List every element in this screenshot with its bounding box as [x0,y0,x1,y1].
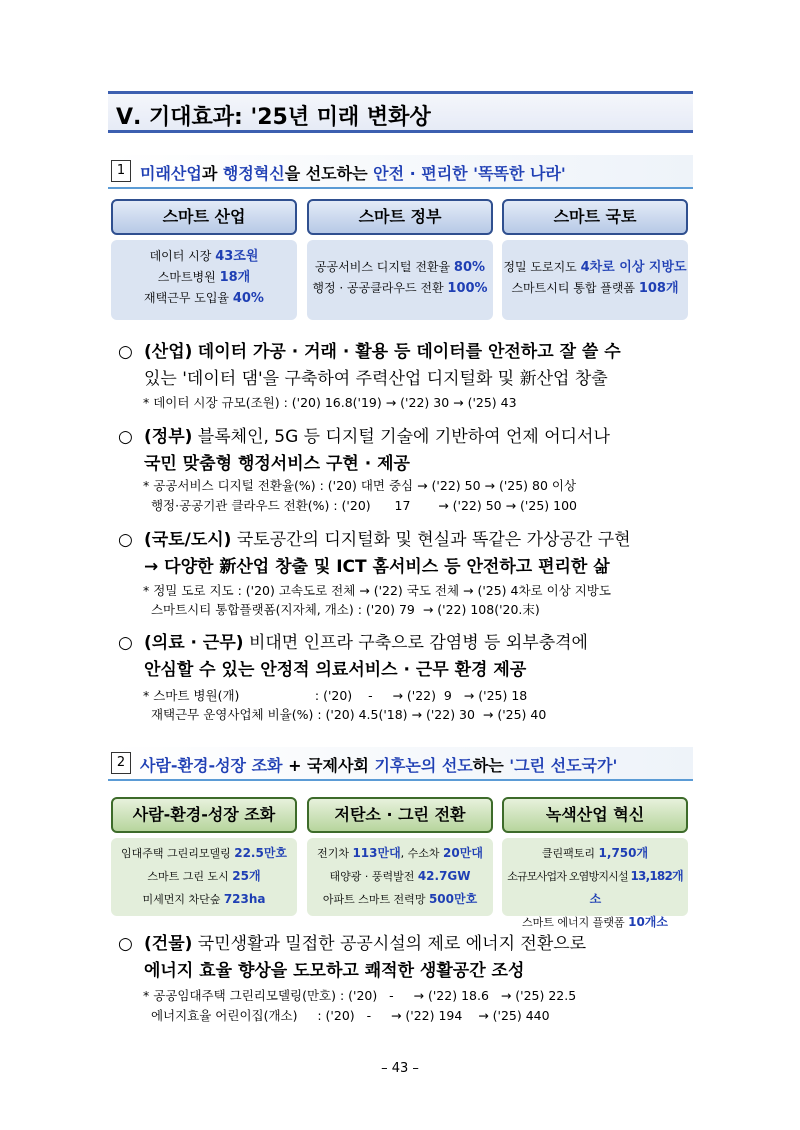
category-low-carbon: 저탄소 · 그린 전환 [307,797,493,833]
para-territory: ○ (국토/도시) 국토공간의 디지털화 및 현실과 똑같은 가상공간 구현 → 다양한 新산업 창출 및 ICT 홈서비스 등 안전하고 편리한 삶 [118,530,631,577]
page-title: Ⅴ. 기대효과: '25년 미래 변화상 [116,105,431,130]
category-smart-government: 스마트 정부 [307,199,493,235]
note-territory-2: 스마트시티 통합플랫폼(지자체, 개소) : ('20) 79 → ('22) 108('20.末) [143,602,540,617]
para-building: ○ (건물) 국민생활과 밀접한 공공시설의 제로 에너지 전환으로 에너지 효율 향상을 도모하고 쾌적한 생활공간 조성 [118,934,587,981]
section-1-title: 미래산업과 행정혁신을 선도하는 안전 · 편리한 '똑똑한 나라' [140,164,566,183]
stats-smart-territory: 정밀 도로지도 4차로 이상 지방도 스마트시티 통합 플랫폼 108개 [502,240,688,320]
note-territory-1: * 정밀 도로 지도 : ('20) 고속도로 전체 → ('22) 국도 전체 → ('25) 4차로 이상 지방도 [143,583,611,598]
note-government-1: * 공공서비스 디지털 전환율(%) : ('20) 대면 중심 → ('22) 50 → ('25) 80 이상 [143,478,577,493]
para-government: ○ (정부) 블록체인, 5G 등 디지털 기술에 기반하여 언제 어디서나 국민 맞춤형 행정서비스 구현 · 제공 [118,427,610,474]
note-building-2: 에너지효율 어린이집(개소) : ('20) - → ('22) 194 → ('25) 440 [143,1008,550,1023]
page-title-bar [108,91,693,133]
note-medical-1: * 스마트 병원(개) : ('20) - → ('22) 9 → ('25) 18 [143,688,528,703]
para-industry: ○ (산업) 데이터 가공 · 거래 · 활용 등 데이터를 안전하고 잘 쓸 수 있는 '데이터 댐'을 구축하여 주력산업 디지털화 및 新산업 창출 [118,342,621,389]
note-building-1: * 공공임대주택 그린리모델링(만호) : ('20) - → ('22) 18.6 → ('25) 22.5 [143,988,577,1003]
section-2-header [108,747,693,781]
stats-smart-industry: 데이터 시장 43조원 스마트병원 18개 재택근무 도입율 40% [111,240,297,320]
category-green-industry: 녹색산업 혁신 [502,797,688,833]
category-smart-territory: 스마트 국토 [502,199,688,235]
section-1-number: 1 [111,160,131,182]
section-2-number: 2 [111,752,131,774]
stats-low-carbon: 전기차 113만대, 수소차 20만대 태양광 · 풍력발전 42.7GW 아파트 스마트 전력망 500만호 [307,838,493,916]
stats-harmony: 임대주택 그린리모델링 22.5만호 스마트 그린 도시 25개 미세먼지 차단숲 723ha [111,838,297,916]
note-government-2: 행정·공공기관 클라우드 전환(%) : ('20) 17 → ('22) 50 → ('25) 100 [143,498,577,513]
note-medical-2: 재택근무 운영사업체 비율(%) : ('20) 4.5('18) → ('22) 30 → ('25) 40 [143,707,547,722]
category-harmony: 사람-환경-성장 조화 [111,797,297,833]
note-industry: * 데이터 시장 규모(조원) : ('20) 16.8('19) → ('22) 30 → ('25) 43 [143,395,517,410]
page-number: – 43 – [381,1061,419,1076]
para-medical-work: ○ (의료 · 근무) 비대면 인프라 구축으로 감염병 등 외부충격에 안심할 수 있는 안정적 의료서비스 · 근무 환경 제공 [118,633,588,680]
section-2-title: 사람-환경-성장 조화 + 국제사회 기후논의 선도하는 '그린 선도국가' [140,756,618,775]
stats-smart-government: 공공서비스 디지털 전환율 80% 행정 · 공공클라우드 전환 100% [307,240,493,320]
category-smart-industry: 스마트 산업 [111,199,297,235]
section-1-header [108,155,693,189]
stats-green-industry: 클린팩토리 1,750개 소규모사업자 오염방지시설 13,182개소 스마트 에너지 플랫폼 10개소 [502,838,688,916]
